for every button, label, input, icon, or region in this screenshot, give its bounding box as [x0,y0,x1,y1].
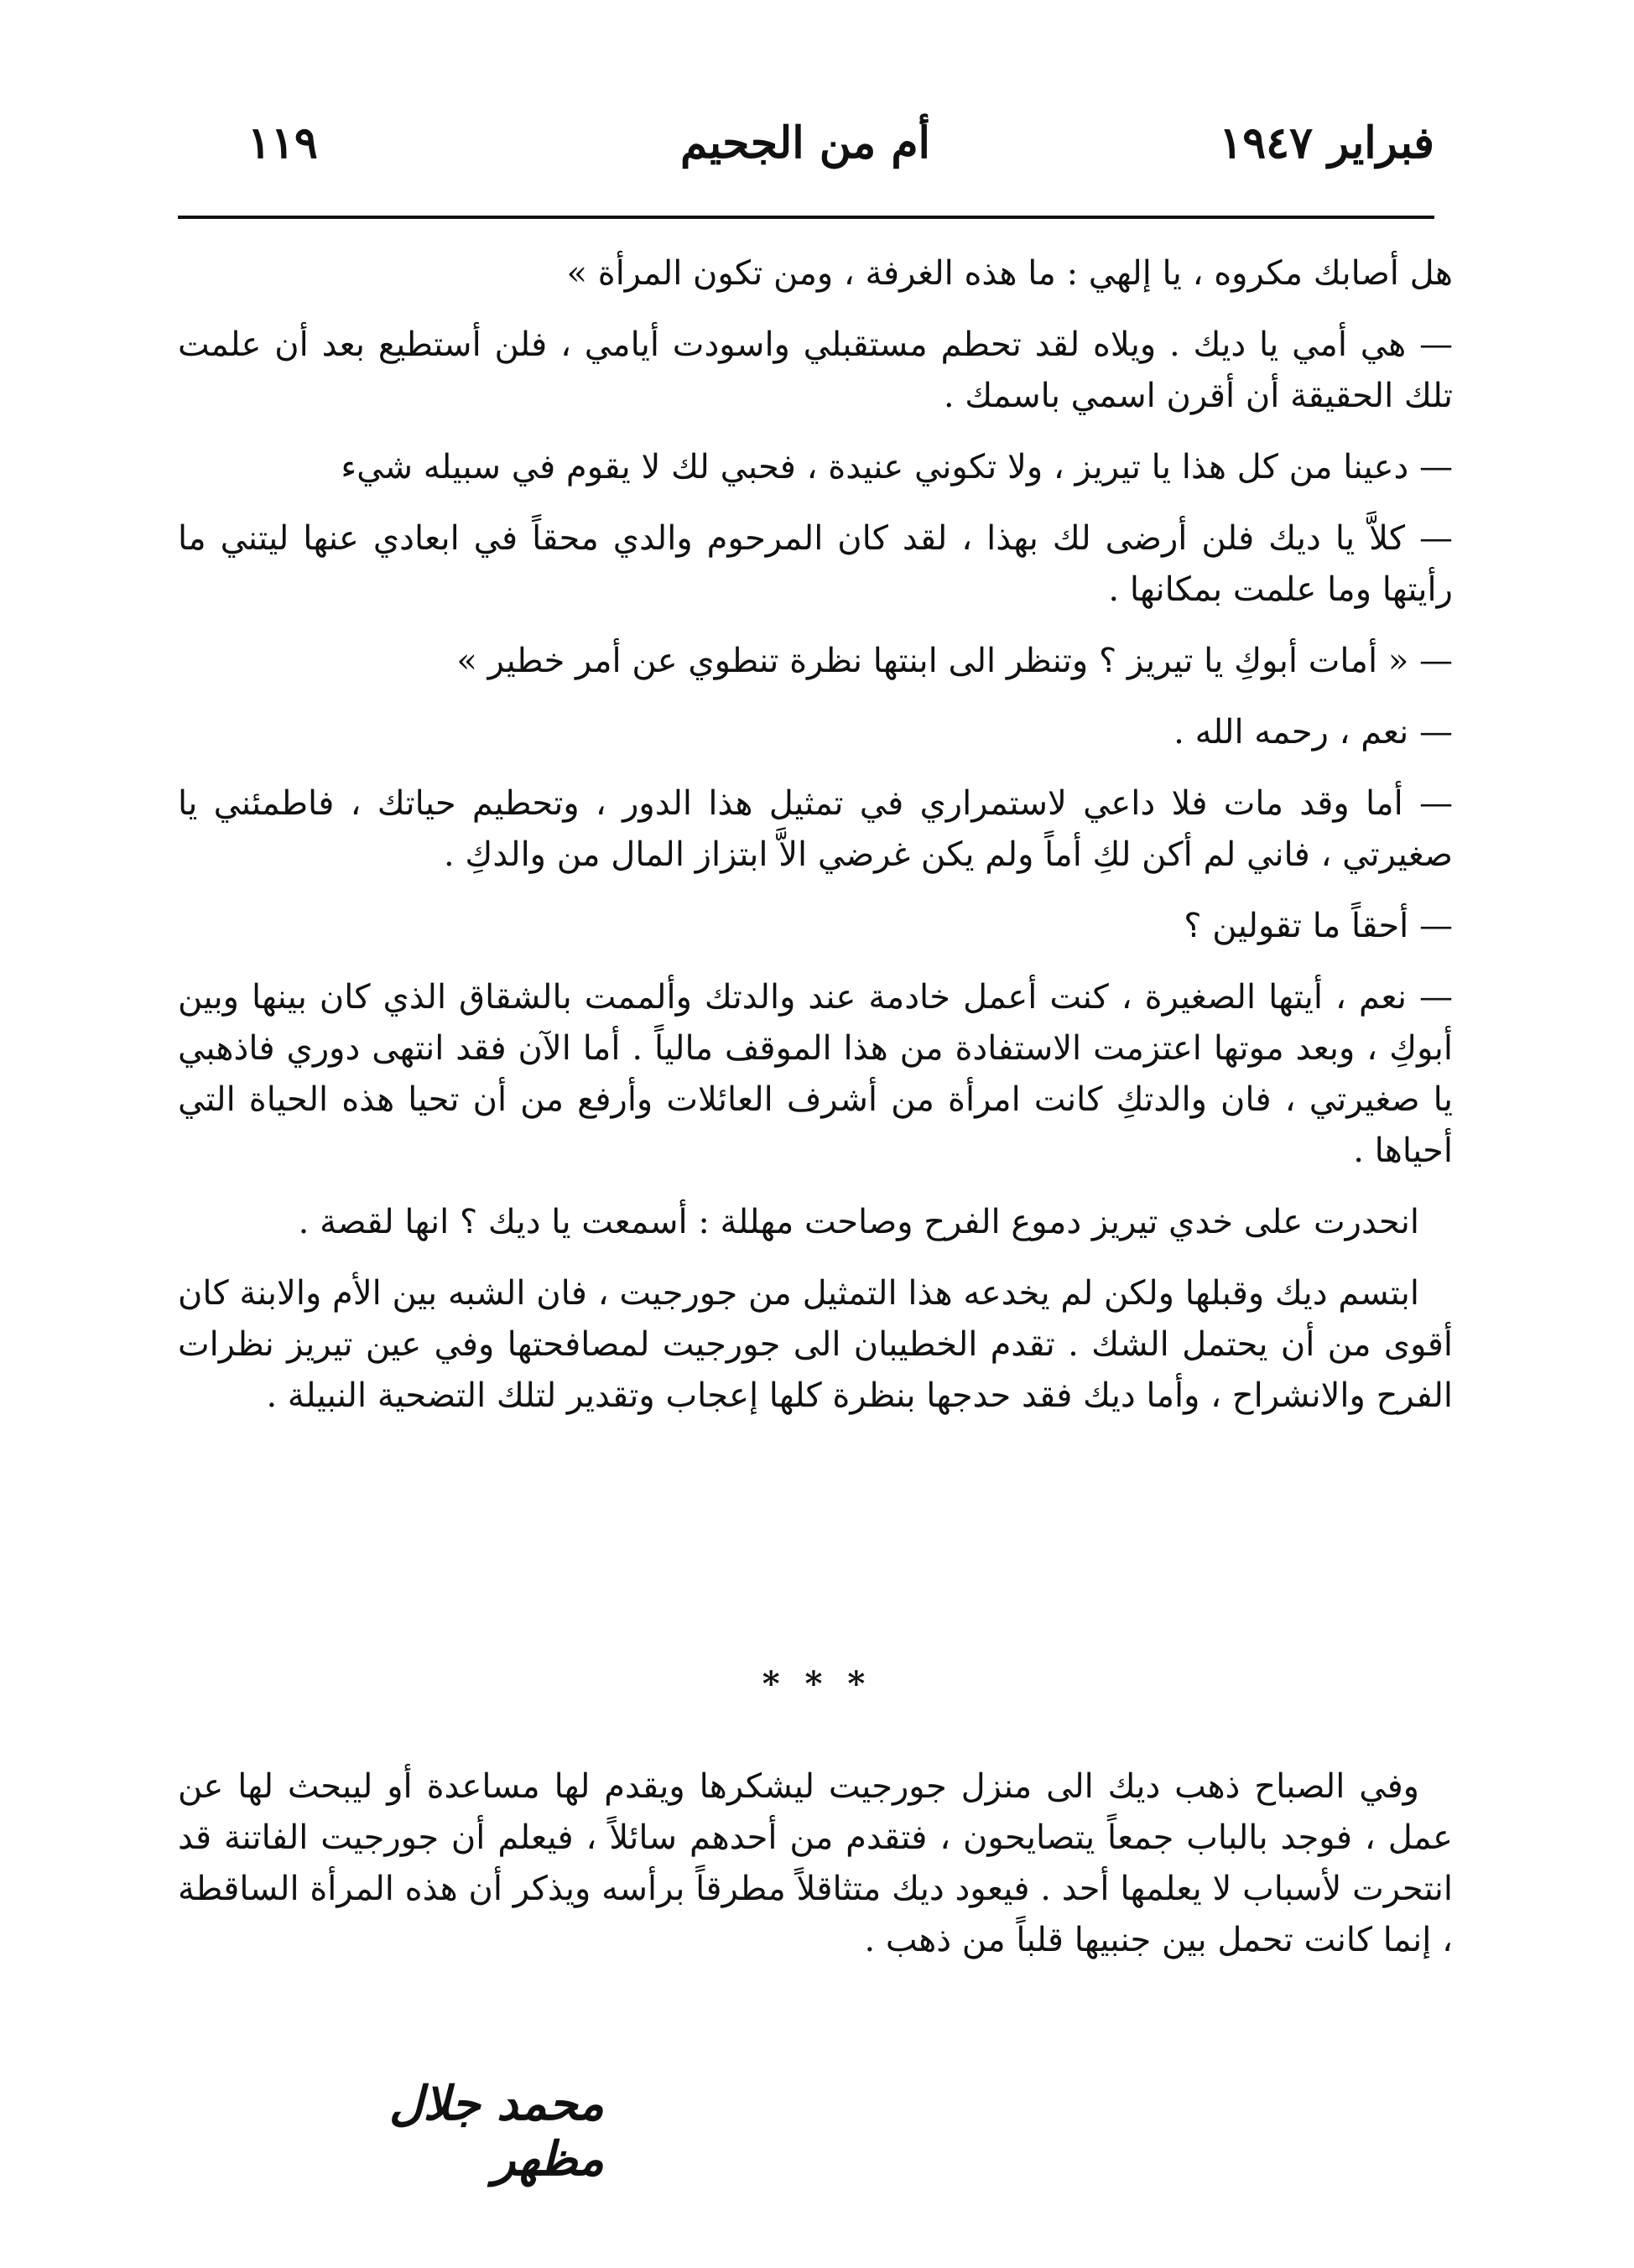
paragraph: ابتسم ديك وقبلها ولكن لم يخدعه هذا التمثيل من جورجيت ، فان الشبه بين الأم والابنة كان أقوى من أن يحتمل الشك . تقدم الخطيبان الى جورجيت لمصافحتها وفي عين تيريز نظرات الفرح والانشراح ، وأما ديك فقد حدجها بنظرة كلها إعجاب وتقدير لتلك التضحية النبيلة . [178,1274,1453,1415]
header-title: أم من الجحيم [679,117,930,169]
paragraph: هل أصابك مكروه ، يا إلهي : ما هذه الغرفة ، ومن تكون المرأة » [566,254,1453,293]
page-number: ١١٩ [247,117,318,169]
page-header [176,109,1434,185]
story-ending [178,1761,1453,1986]
paragraph: — هي أمي يا ديك . ويلاه لقد تحطم مستقبلي واسودت أيامي ، فلن أستطيع بعد أن علمت تلك الحقيقة أن أقرن اسمي باسمك . [178,325,1453,415]
paragraph: — أحقاً ما تقولين ؟ [1184,907,1453,945]
paragraph: — « أمات أبوكِ يا تيريز ؟ وتنظر الى ابنتها نظرة تنطوي عن أمر خطير » [456,642,1453,680]
signature-text: محمد جلال مظهر [388,2076,604,2187]
header-rule [178,216,1434,219]
author-signature [268,2076,604,2187]
section-separator: * * * [762,1664,872,1704]
story-body [178,248,1453,1442]
paragraph: — نعم ، رحمه الله . [1173,713,1453,752]
paragraph: وفي الصباح ذهب ديك الى منزل جورجيت ليشكرها ويقدم لها مساعدة أو ليبحث لها عن عمل ، فوجد بالباب جمعاً يتصايحون ، فتقدم من أحدهم سائلاً ، فيعلم أن جورجيت الفاتنة قد انتحرت لأسباب لا يعلمها أحد . فيعود ديك متثاقلاً مطرقاً برأسه ويذكر أن هذه المرأة الساقطة ، إنما كانت تحمل بين جنبيها قلباً من ذهب . [178,1767,1453,1959]
paragraph: انحدرت على خدي تيريز دموع الفرح وصاحت مهللة : أسمعت يا ديك ؟ انها لقصة . [298,1203,1419,1241]
paragraph: — نعم ، أيتها الصغيرة ، كنت أعمل خادمة عند والدتك وألممت بالشقاق الذي كان بينها وبين أبوكِ ، وبعد موتها اعتزمت الاستفادة من هذا الموقف مالياً . أما الآن فقد انتهى دوري فاذهبي يا صغيرتي ، فان والدتكِ كانت امرأة من أشرف العائلات وأرفع من أن تحيا هذه الحياة التي أحياها . [178,978,1453,1170]
paragraph: — دعينا من كل هذا يا تيريز ، ولا تكوني عنيدة ، فحبي لك لا يقوم في سبيله شيء [341,448,1453,486]
paragraph: — أما وقد مات فلا داعي لاستمراري في تمثيل هذا الدور ، وتحطيم حياتك ، فاطمئني يا صغيرتي ، فاني لم أكن لكِ أماً ولم يكن غرضي الاَّ ابتزاز المال من والدكِ . [178,784,1453,874]
paragraph: — كلاَّ يا ديك فلن أرضى لك بهذا ، لقد كان المرحوم والدي محقاً في ابعادي عنها ليتني ما رأيتها وما علمت بمكانها . [178,519,1454,609]
header-date: فبراير ١٩٤٧ [1219,117,1434,169]
